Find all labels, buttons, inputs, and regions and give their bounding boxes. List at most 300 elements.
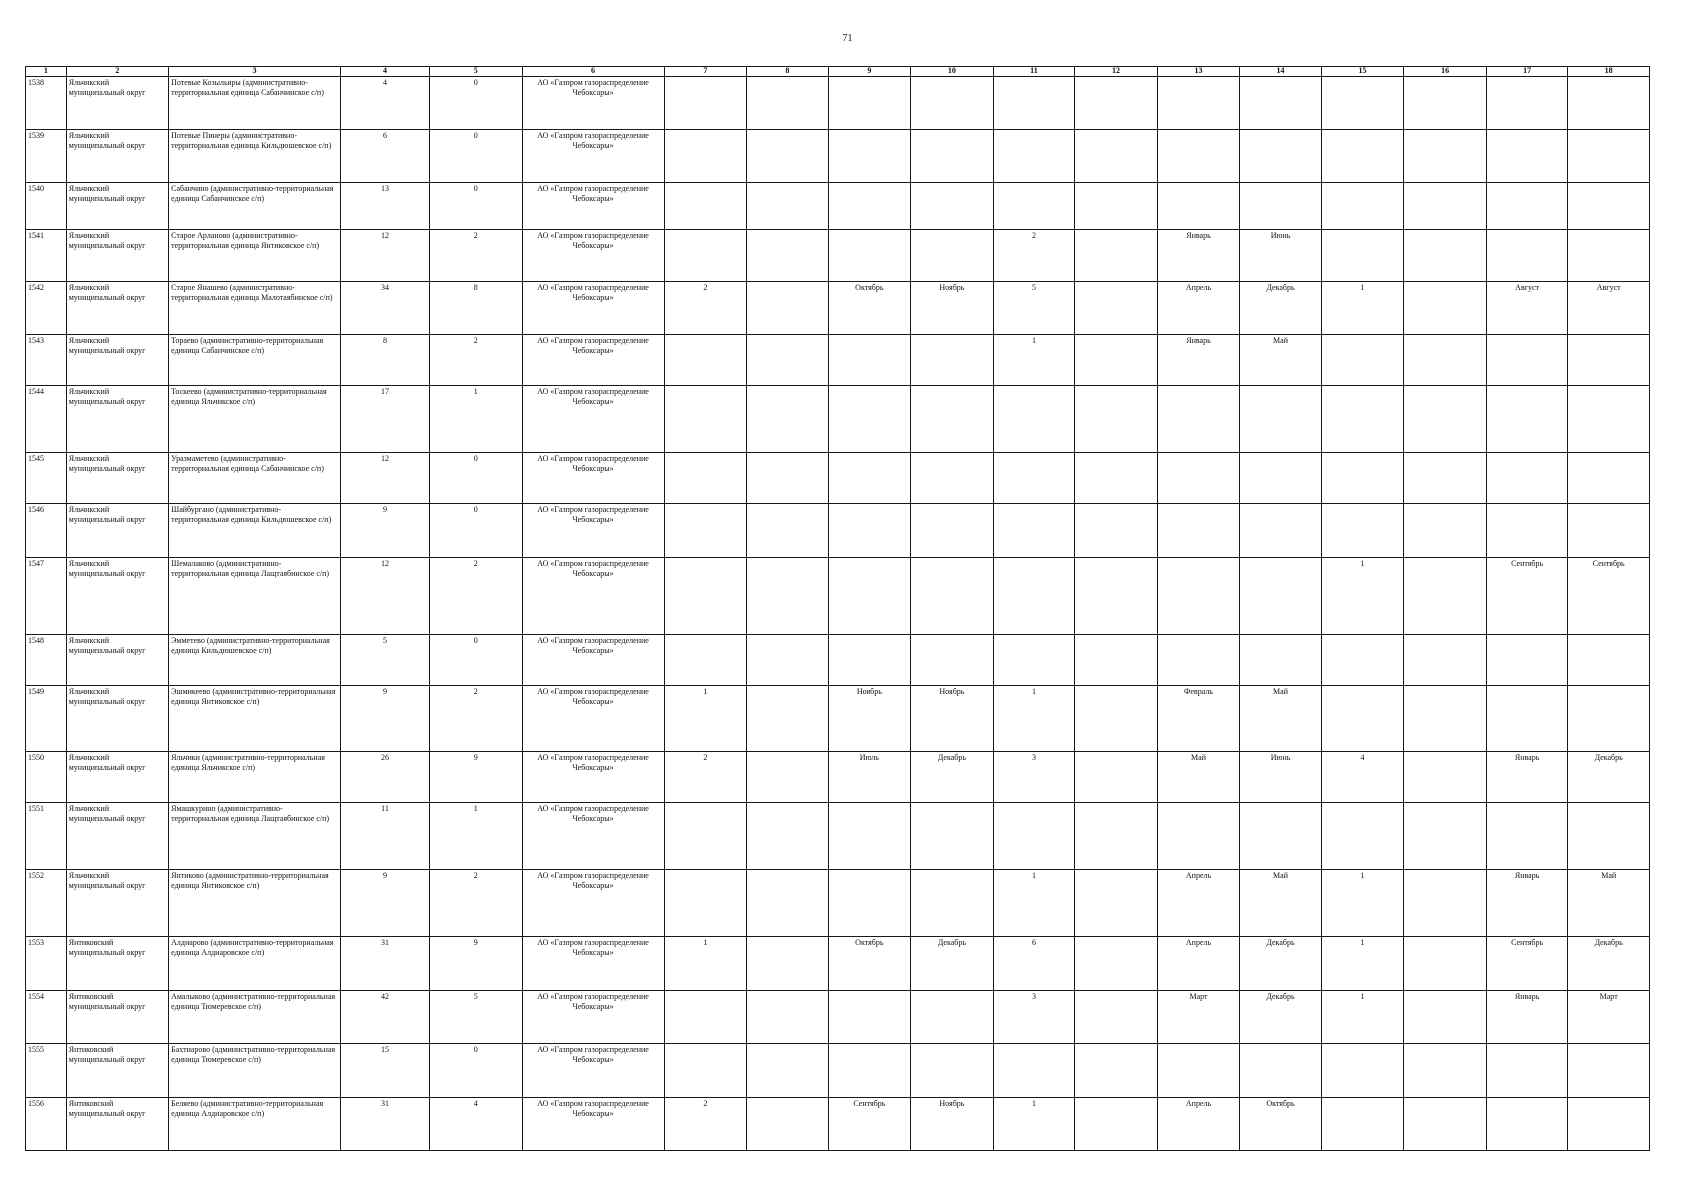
value-col-7-cell: 1 — [664, 936, 747, 990]
count-col-4-cell: 31 — [340, 1097, 429, 1150]
value-col-12-cell — [1075, 503, 1158, 557]
month-col-14-cell: Май — [1240, 686, 1321, 752]
column-number-10: 10 — [911, 67, 994, 77]
month-col-14-cell: Май — [1240, 334, 1321, 385]
value-col-12-cell — [1075, 557, 1158, 634]
month-col-14-cell — [1240, 634, 1321, 686]
month-col-14-cell — [1240, 803, 1321, 870]
municipal-district-cell: Яльчикский муниципальный округ — [66, 803, 168, 870]
count-col-4-cell: 31 — [340, 936, 429, 990]
month-col-10-cell: Декабрь — [911, 936, 994, 990]
row-number-cell: 1545 — [26, 452, 67, 503]
value-col-7-cell — [664, 385, 747, 452]
value-col-8-cell — [747, 452, 828, 503]
month-col-18-cell: Декабрь — [1568, 936, 1650, 990]
month-col-18-cell: Декабрь — [1568, 752, 1650, 803]
value-col-15-cell — [1321, 334, 1404, 385]
count-col-4-cell: 13 — [340, 183, 429, 230]
value-col-15-cell — [1321, 229, 1404, 281]
month-col-14-cell — [1240, 1043, 1321, 1097]
gas-operator-cell: АО «Газпром газораспределение Чебоксары» — [522, 803, 664, 870]
value-col-7-cell — [664, 77, 747, 130]
count-col-4-cell: 12 — [340, 557, 429, 634]
value-col-15-cell: 1 — [1321, 870, 1404, 936]
month-col-13-cell — [1157, 77, 1240, 130]
gas-operator-cell: АО «Газпром газораспределение Чебоксары» — [522, 503, 664, 557]
count-col-4-cell: 42 — [340, 990, 429, 1043]
month-col-17-cell — [1486, 385, 1567, 452]
table-row — [26, 870, 1650, 936]
value-col-15-cell — [1321, 1097, 1404, 1150]
settlement-name-cell: Сабанчино (административно-территориальная единица Сабанчинское с/п) — [169, 183, 341, 230]
value-col-7-cell — [664, 803, 747, 870]
month-col-10-cell — [911, 1043, 994, 1097]
month-col-9-cell — [828, 452, 911, 503]
count-col-5-cell: 8 — [430, 281, 522, 334]
value-col-16-cell — [1404, 130, 1487, 183]
municipal-district-cell: Яльчикский муниципальный округ — [66, 130, 168, 183]
settlement-name-cell: Эшмикеево (административно-территориальная единица Янтиковское с/п) — [169, 686, 341, 752]
value-col-8-cell — [747, 281, 828, 334]
value-col-8-cell — [747, 77, 828, 130]
month-col-9-cell — [828, 557, 911, 634]
column-number-12: 12 — [1075, 67, 1158, 77]
month-col-14-cell — [1240, 385, 1321, 452]
table-row — [26, 503, 1650, 557]
value-col-16-cell — [1404, 557, 1487, 634]
municipal-district-cell: Яльчикский муниципальный округ — [66, 870, 168, 936]
table-body — [26, 77, 1650, 1151]
value-col-11-cell — [993, 557, 1074, 634]
count-col-5-cell: 5 — [430, 990, 522, 1043]
value-col-12-cell — [1075, 634, 1158, 686]
month-col-13-cell: Март — [1157, 990, 1240, 1043]
municipal-district-cell: Яльчикский муниципальный округ — [66, 77, 168, 130]
row-number-cell: 1539 — [26, 130, 67, 183]
column-number-7: 7 — [664, 67, 747, 77]
month-col-13-cell: Май — [1157, 752, 1240, 803]
value-col-7-cell — [664, 130, 747, 183]
count-col-4-cell: 5 — [340, 634, 429, 686]
value-col-7-cell — [664, 503, 747, 557]
month-col-17-cell — [1486, 1097, 1567, 1150]
value-col-16-cell — [1404, 686, 1487, 752]
value-col-7-cell — [664, 452, 747, 503]
month-col-17-cell: Январь — [1486, 752, 1567, 803]
month-col-13-cell: Январь — [1157, 334, 1240, 385]
month-col-10-cell — [911, 130, 994, 183]
settlement-name-cell: Шайбургано (административно-территориальная единица Кильдюшевское с/п) — [169, 503, 341, 557]
settlement-name-cell: Уразмаметево (административно-территориальная единица Сабанчинское с/п) — [169, 452, 341, 503]
table-row — [26, 557, 1650, 634]
month-col-13-cell: Апрель — [1157, 936, 1240, 990]
column-number-17: 17 — [1486, 67, 1567, 77]
column-number-header — [26, 67, 1650, 77]
gas-operator-cell: АО «Газпром газораспределение Чебоксары» — [522, 77, 664, 130]
settlement-name-cell: Беляево (административно-территориальная единица Алдиаровское с/п) — [169, 1097, 341, 1150]
value-col-7-cell — [664, 870, 747, 936]
value-col-12-cell — [1075, 1097, 1158, 1150]
settlement-name-cell: Потевые Пинеры (административно-территориальная единица Кильдюшевское с/п) — [169, 130, 341, 183]
gas-operator-cell: АО «Газпром газораспределение Чебоксары» — [522, 130, 664, 183]
gas-operator-cell: АО «Газпром газораспределение Чебоксары» — [522, 1043, 664, 1097]
count-col-5-cell: 0 — [430, 1043, 522, 1097]
row-number-cell: 1552 — [26, 870, 67, 936]
month-col-9-cell: Октябрь — [828, 281, 911, 334]
row-number-cell: 1541 — [26, 229, 67, 281]
month-col-17-cell: Сентябрь — [1486, 936, 1567, 990]
month-col-18-cell — [1568, 229, 1650, 281]
row-number-cell: 1556 — [26, 1097, 67, 1150]
municipal-district-cell: Яльчикский муниципальный округ — [66, 503, 168, 557]
settlement-name-cell: Ямашкурино (административно-территориальная единица Лащтаябинское с/п) — [169, 803, 341, 870]
municipal-district-cell: Яльчикский муниципальный округ — [66, 752, 168, 803]
month-col-17-cell: Январь — [1486, 990, 1567, 1043]
value-col-7-cell — [664, 634, 747, 686]
month-col-18-cell — [1568, 385, 1650, 452]
table-row — [26, 1043, 1650, 1097]
row-number-cell: 1551 — [26, 803, 67, 870]
gas-operator-cell: АО «Газпром газораспределение Чебоксары» — [522, 990, 664, 1043]
value-col-16-cell — [1404, 385, 1487, 452]
value-col-15-cell — [1321, 686, 1404, 752]
month-col-9-cell: Ноябрь — [828, 686, 911, 752]
value-col-7-cell: 2 — [664, 752, 747, 803]
month-col-13-cell: Апрель — [1157, 1097, 1240, 1150]
row-number-cell: 1550 — [26, 752, 67, 803]
count-col-4-cell: 11 — [340, 803, 429, 870]
column-number-9: 9 — [828, 67, 911, 77]
value-col-8-cell — [747, 385, 828, 452]
value-col-11-cell — [993, 130, 1074, 183]
table-row — [26, 334, 1650, 385]
row-number-cell: 1538 — [26, 77, 67, 130]
month-col-13-cell: Апрель — [1157, 870, 1240, 936]
month-col-17-cell — [1486, 803, 1567, 870]
month-col-17-cell — [1486, 1043, 1567, 1097]
row-number-cell: 1540 — [26, 183, 67, 230]
month-col-9-cell — [828, 229, 911, 281]
month-col-18-cell — [1568, 1097, 1650, 1150]
column-number-13: 13 — [1157, 67, 1240, 77]
value-col-16-cell — [1404, 334, 1487, 385]
month-col-10-cell — [911, 870, 994, 936]
value-col-8-cell — [747, 634, 828, 686]
month-col-10-cell: Ноябрь — [911, 686, 994, 752]
count-col-4-cell: 12 — [340, 452, 429, 503]
value-col-8-cell — [747, 870, 828, 936]
month-col-9-cell — [828, 990, 911, 1043]
column-number-6: 6 — [522, 67, 664, 77]
value-col-11-cell: 5 — [993, 281, 1074, 334]
gas-operator-cell: АО «Газпром газораспределение Чебоксары» — [522, 229, 664, 281]
value-col-15-cell — [1321, 130, 1404, 183]
month-col-18-cell — [1568, 452, 1650, 503]
count-col-4-cell: 17 — [340, 385, 429, 452]
value-col-16-cell — [1404, 1043, 1487, 1097]
month-col-9-cell — [828, 870, 911, 936]
value-col-12-cell — [1075, 229, 1158, 281]
value-col-11-cell: 1 — [993, 1097, 1074, 1150]
month-col-17-cell — [1486, 634, 1567, 686]
month-col-18-cell — [1568, 183, 1650, 230]
row-number-cell: 1554 — [26, 990, 67, 1043]
gas-operator-cell: АО «Газпром газораспределение Чебоксары» — [522, 557, 664, 634]
settlement-name-cell: Старое Арланово (административно-территориальная единица Янтиковское с/п) — [169, 229, 341, 281]
column-number-2: 2 — [66, 67, 168, 77]
month-col-10-cell: Ноябрь — [911, 281, 994, 334]
row-number-cell: 1542 — [26, 281, 67, 334]
value-col-8-cell — [747, 936, 828, 990]
column-number-3: 3 — [169, 67, 341, 77]
row-number-cell: 1553 — [26, 936, 67, 990]
month-col-14-cell — [1240, 130, 1321, 183]
count-col-5-cell: 1 — [430, 385, 522, 452]
count-col-5-cell: 9 — [430, 752, 522, 803]
settlement-name-cell: Шемалаково (административно-территориальная единица Лащтаябинское с/п) — [169, 557, 341, 634]
month-col-10-cell — [911, 77, 994, 130]
column-number-15: 15 — [1321, 67, 1404, 77]
column-number-18: 18 — [1568, 67, 1650, 77]
month-col-13-cell — [1157, 634, 1240, 686]
value-col-16-cell — [1404, 229, 1487, 281]
month-col-10-cell — [911, 634, 994, 686]
count-col-4-cell: 26 — [340, 752, 429, 803]
gas-operator-cell: АО «Газпром газораспределение Чебоксары» — [522, 752, 664, 803]
month-col-14-cell: Декабрь — [1240, 936, 1321, 990]
row-number-cell: 1548 — [26, 634, 67, 686]
settlement-name-cell: Старое Янашево (административно-территориальная единица Малотаябинское с/п) — [169, 281, 341, 334]
month-col-10-cell — [911, 183, 994, 230]
month-col-14-cell: Июнь — [1240, 752, 1321, 803]
value-col-8-cell — [747, 557, 828, 634]
municipal-district-cell: Яльчикский муниципальный округ — [66, 183, 168, 230]
value-col-15-cell: 1 — [1321, 281, 1404, 334]
month-col-13-cell: Апрель — [1157, 281, 1240, 334]
value-col-11-cell: 1 — [993, 686, 1074, 752]
value-col-7-cell: 2 — [664, 1097, 747, 1150]
month-col-14-cell — [1240, 557, 1321, 634]
count-col-5-cell: 2 — [430, 557, 522, 634]
value-col-12-cell — [1075, 281, 1158, 334]
table-row — [26, 281, 1650, 334]
count-col-5-cell: 2 — [430, 686, 522, 752]
month-col-10-cell — [911, 334, 994, 385]
table-row — [26, 686, 1650, 752]
value-col-8-cell — [747, 183, 828, 230]
row-number-cell: 1544 — [26, 385, 67, 452]
month-col-18-cell: Май — [1568, 870, 1650, 936]
value-col-12-cell — [1075, 870, 1158, 936]
month-col-18-cell — [1568, 686, 1650, 752]
gas-operator-cell: АО «Газпром газораспределение Чебоксары» — [522, 870, 664, 936]
settlement-name-cell: Янтиково (административно-территориальная единица Янтиковское с/п) — [169, 870, 341, 936]
count-col-4-cell: 34 — [340, 281, 429, 334]
value-col-8-cell — [747, 1097, 828, 1150]
table-row — [26, 130, 1650, 183]
column-number-11: 11 — [993, 67, 1074, 77]
count-col-5-cell: 4 — [430, 1097, 522, 1150]
month-col-18-cell: Март — [1568, 990, 1650, 1043]
value-col-11-cell — [993, 385, 1074, 452]
value-col-12-cell — [1075, 752, 1158, 803]
value-col-16-cell — [1404, 752, 1487, 803]
value-col-15-cell: 1 — [1321, 936, 1404, 990]
month-col-14-cell: Декабрь — [1240, 990, 1321, 1043]
count-col-5-cell: 2 — [430, 229, 522, 281]
value-col-15-cell: 4 — [1321, 752, 1404, 803]
month-col-14-cell — [1240, 452, 1321, 503]
month-col-17-cell — [1486, 452, 1567, 503]
month-col-13-cell: Январь — [1157, 229, 1240, 281]
gas-operator-cell: АО «Газпром газораспределение Чебоксары» — [522, 281, 664, 334]
settlement-name-cell: Бахтиарово (административно-территориальная единица Тюмеревское с/п) — [169, 1043, 341, 1097]
month-col-9-cell — [828, 385, 911, 452]
settlement-name-cell: Амалыково (административно-территориальная единица Тюмеревское с/п) — [169, 990, 341, 1043]
month-col-18-cell — [1568, 77, 1650, 130]
value-col-11-cell: 6 — [993, 936, 1074, 990]
value-col-11-cell — [993, 803, 1074, 870]
value-col-15-cell — [1321, 183, 1404, 230]
column-number-16: 16 — [1404, 67, 1487, 77]
settlement-name-cell: Эмметево (административно-территориальная единица Кильдюшевское с/п) — [169, 634, 341, 686]
month-col-18-cell: Сентябрь — [1568, 557, 1650, 634]
value-col-11-cell: 3 — [993, 990, 1074, 1043]
month-col-14-cell: Июнь — [1240, 229, 1321, 281]
value-col-16-cell — [1404, 870, 1487, 936]
month-col-10-cell — [911, 557, 994, 634]
month-col-13-cell — [1157, 183, 1240, 230]
month-col-9-cell: Сентябрь — [828, 1097, 911, 1150]
value-col-16-cell — [1404, 1097, 1487, 1150]
row-number-cell: 1547 — [26, 557, 67, 634]
row-number-cell: 1546 — [26, 503, 67, 557]
count-col-5-cell: 2 — [430, 870, 522, 936]
month-col-17-cell: Сентябрь — [1486, 557, 1567, 634]
count-col-5-cell: 0 — [430, 452, 522, 503]
value-col-8-cell — [747, 686, 828, 752]
value-col-11-cell — [993, 634, 1074, 686]
value-col-12-cell — [1075, 686, 1158, 752]
municipal-district-cell: Янтиковский муниципальный округ — [66, 990, 168, 1043]
gas-operator-cell: АО «Газпром газораспределение Чебоксары» — [522, 686, 664, 752]
value-col-15-cell — [1321, 803, 1404, 870]
municipal-district-cell: Яльчикский муниципальный округ — [66, 229, 168, 281]
value-col-15-cell — [1321, 452, 1404, 503]
table-row — [26, 452, 1650, 503]
value-col-15-cell — [1321, 503, 1404, 557]
count-col-5-cell: 9 — [430, 936, 522, 990]
value-col-7-cell — [664, 990, 747, 1043]
value-col-11-cell: 1 — [993, 334, 1074, 385]
value-col-8-cell — [747, 130, 828, 183]
value-col-8-cell — [747, 503, 828, 557]
row-number-cell: 1549 — [26, 686, 67, 752]
value-col-12-cell — [1075, 803, 1158, 870]
count-col-4-cell: 6 — [340, 130, 429, 183]
row-number-cell: 1555 — [26, 1043, 67, 1097]
value-col-11-cell: 1 — [993, 870, 1074, 936]
value-col-12-cell — [1075, 77, 1158, 130]
month-col-10-cell — [911, 503, 994, 557]
month-col-10-cell — [911, 803, 994, 870]
table-row — [26, 77, 1650, 130]
value-col-12-cell — [1075, 334, 1158, 385]
value-col-7-cell — [664, 229, 747, 281]
settlement-name-cell: Тораево (административно-территориальная единица Сабанчинское с/п) — [169, 334, 341, 385]
value-col-16-cell — [1404, 503, 1487, 557]
month-col-14-cell — [1240, 77, 1321, 130]
settlement-name-cell: Алдиарово (административно-территориальная единица Алдиаровское с/п) — [169, 936, 341, 990]
month-col-9-cell: Июль — [828, 752, 911, 803]
municipal-district-cell: Яльчикский муниципальный округ — [66, 557, 168, 634]
count-col-4-cell: 4 — [340, 77, 429, 130]
table-row — [26, 229, 1650, 281]
value-col-11-cell — [993, 77, 1074, 130]
month-col-9-cell — [828, 183, 911, 230]
month-col-18-cell — [1568, 1043, 1650, 1097]
municipal-district-cell: Янтиковский муниципальный округ — [66, 1097, 168, 1150]
month-col-18-cell — [1568, 803, 1650, 870]
month-col-14-cell: Октябрь — [1240, 1097, 1321, 1150]
table-row — [26, 990, 1650, 1043]
gas-operator-cell: АО «Газпром газораспределение Чебоксары» — [522, 452, 664, 503]
value-col-15-cell: 1 — [1321, 990, 1404, 1043]
month-col-9-cell — [828, 334, 911, 385]
count-col-5-cell: 0 — [430, 634, 522, 686]
value-col-7-cell — [664, 557, 747, 634]
row-number-cell: 1543 — [26, 334, 67, 385]
count-col-5-cell: 0 — [430, 503, 522, 557]
month-col-17-cell — [1486, 503, 1567, 557]
value-col-12-cell — [1075, 183, 1158, 230]
count-col-5-cell: 1 — [430, 803, 522, 870]
table-row — [26, 803, 1650, 870]
column-number-14: 14 — [1240, 67, 1321, 77]
value-col-15-cell — [1321, 634, 1404, 686]
table-row — [26, 752, 1650, 803]
month-col-17-cell — [1486, 183, 1567, 230]
month-col-9-cell — [828, 77, 911, 130]
month-col-13-cell — [1157, 503, 1240, 557]
month-col-17-cell: Август — [1486, 281, 1567, 334]
value-col-8-cell — [747, 229, 828, 281]
value-col-11-cell — [993, 452, 1074, 503]
value-col-12-cell — [1075, 1043, 1158, 1097]
value-col-7-cell: 2 — [664, 281, 747, 334]
month-col-10-cell — [911, 385, 994, 452]
value-col-8-cell — [747, 990, 828, 1043]
count-col-5-cell: 0 — [430, 130, 522, 183]
value-col-12-cell — [1075, 130, 1158, 183]
gas-operator-cell: АО «Газпром газораспределение Чебоксары» — [522, 183, 664, 230]
month-col-13-cell — [1157, 803, 1240, 870]
value-col-16-cell — [1404, 803, 1487, 870]
month-col-10-cell: Ноябрь — [911, 1097, 994, 1150]
month-col-10-cell — [911, 990, 994, 1043]
value-col-11-cell — [993, 1043, 1074, 1097]
count-col-5-cell: 0 — [430, 183, 522, 230]
municipal-district-cell: Яльчикский муниципальный округ — [66, 686, 168, 752]
month-col-14-cell: Май — [1240, 870, 1321, 936]
month-col-13-cell — [1157, 1043, 1240, 1097]
count-col-4-cell: 9 — [340, 503, 429, 557]
month-col-14-cell — [1240, 503, 1321, 557]
month-col-18-cell — [1568, 503, 1650, 557]
page-number: 71 — [842, 33, 853, 44]
municipal-district-cell: Яльчикский муниципальный округ — [66, 334, 168, 385]
month-col-9-cell — [828, 803, 911, 870]
